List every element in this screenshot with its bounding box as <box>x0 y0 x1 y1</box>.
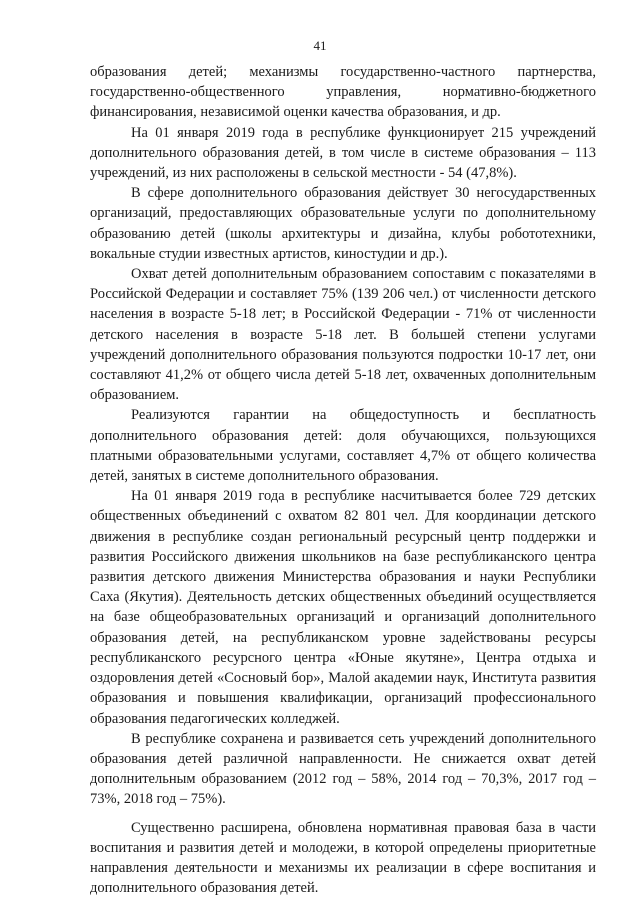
paragraph-institutions-count: На 01 января 2019 года в республике функционирует 215 учреждений дополнительного образования детей, в том числе в системе образования – 113 учреждений, из них расположены в сельской местности - 54 (47,8%). <box>90 124 596 182</box>
paragraph-public-associations: На 01 января 2019 года в республике насчитывается более 729 детских общественных объединений с охватом 82 801 чел. Для координации детского движения в республике создан региональный ресурсный центр поддержки и развития Российского движения школьников на базе республиканского центра развития детского движения Министерства образования и науки Республики Саха (Якутия). Деятельность детских общественных объединий осуществляется на базе общеобразовательных организаций и организаций дополнительного образования детей, на республиканском уровне задействованы ресурсы республиканского ресурсного центра «Юные якутяне», Центра отдыха и оздоровления детей «Сосновый бор», Малой академии наук, Института развития образования и повышения квалификации, организаций профессионального образования педагогических колледжей. <box>90 488 596 727</box>
paragraph-continuation: образования детей; механизмы государственно-частного партнерства, государственно-общественного управления, нормативно-бюджетного финансирования, независимой оценки качества образования, и др. <box>90 64 596 121</box>
body-text <box>90 62 596 898</box>
paragraph-regulatory-base: Существенно расширена, обновлена нормативная правовая база в части воспитания и развития детей и молодежи, в которой определены приоритетные направления деятельности и механизмы их реализации в сфере воспитания и дополнительного образования детей. <box>90 819 596 897</box>
paragraph-network: В республике сохранена и развивается сеть учреждений дополнительного образования детей различной направленности. Не снижается охват детей дополнительным образованием (2012 год – 58%, 2014 год – 70,3%, 2017 год – 73%, 2018 год – 75%). <box>90 730 596 808</box>
paragraph-guarantees: Реализуются гарантии на общедоступность и бесплатность дополнительного образования детей: доля обучающихся, пользующихся платными образовательными услугами, составляет 4,7% от общего количества детей, занятых в системе дополнительного образования. <box>90 407 596 485</box>
paragraph-coverage: Охват детей дополнительным образованием сопоставим с показателями в Российской Федерации и составляет 75% (139 206 чел.) от численности детского населения в возрасте 5-18 лет; в Российской Федерации - 71% от численности детского населения в возрасте 5-18 лет. В большей степени услугами учреждений дополнительного образования пользуются подростки 10-17 лет, они составляют 41,2% от общего числа детей 5-18 лет, охваченных дополнительным образованием. <box>90 266 596 404</box>
page-number: 41 <box>313 38 327 53</box>
paragraph-non-state-organizations: В сфере дополнительного образования действует 30 негосударственных организаций, предоставляющих образовательные услуги по дополнительному образованию детей (школы архитектуры и дизайна, клубы робототехники, вокальные студии известных артистов, киностудии и др.). <box>90 185 596 262</box>
